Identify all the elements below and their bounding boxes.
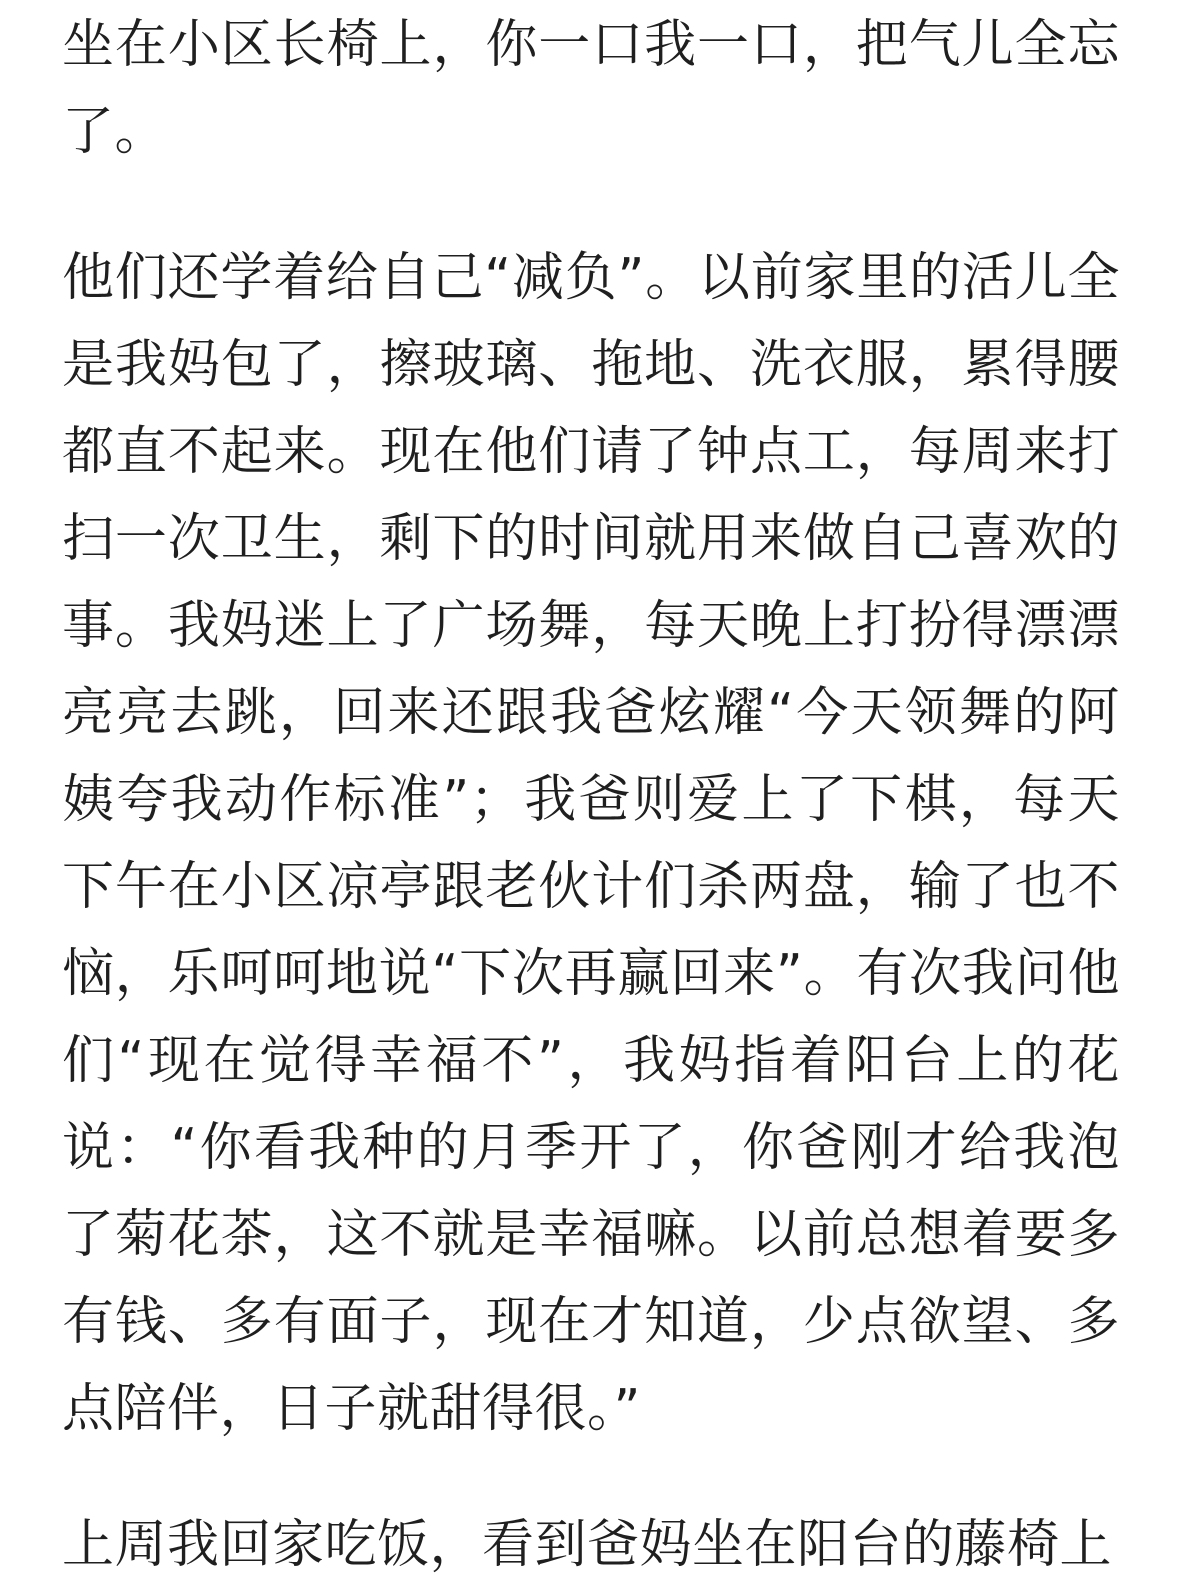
paragraph-1: 坐在小区长椅上，你一口我一口，把气儿全忘了。 — [62, 15, 1120, 162]
paragraph-3-partial: 上周我回家吃饭，看到爸妈坐在阳台的藤椅上 — [62, 1515, 1113, 1575]
paragraph-2: 他们还学着给自己“减负”。以前家里的活儿全是我妈包了，擦玻璃、拖地、洗衣服，累得腰都直不起来。现在他们请了钟点工，每周来打扫一次卫生，剩下的时间就用来做自己喜欢的事。我妈迷上了广场舞，每天晚上打扮得漂漂亮亮去跳，回来还跟我爸炫耀“今天领舞的阿姨夸我动作标准”；我爸则爱上了下棋，每天下午在小区凉亭跟老伙计们杀两盘，输了也不恼，乐呵呵地说“下次再赢回来”。有次我问他们“现在觉得幸福不”，我妈指着阳台上的花说：“你看我种的月季开了，你爸刚才给我泡了菊花茶，这不就是幸福嘛。以前总想着要多有钱、多有面子，现在才知道，少点欲望、多点陪伴，日子就甜得很。” — [62, 248, 1120, 1439]
